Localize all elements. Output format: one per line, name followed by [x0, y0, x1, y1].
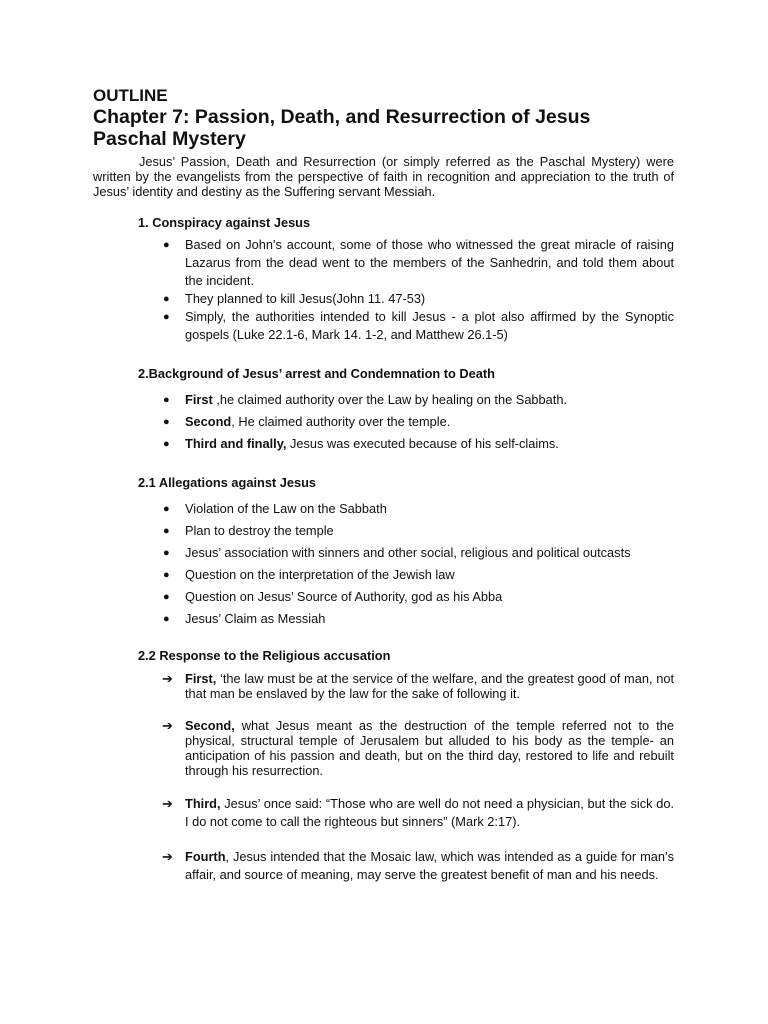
allegations-list [93, 500, 674, 628]
arrow-icon: ➔ [162, 796, 173, 811]
list-item: ● Third and finally, Jesus was executed because of his self-claims. [163, 436, 559, 451]
section-heading-conspiracy: 1. Conspiracy against Jesus [138, 215, 311, 230]
list-item: ● Question on Jesus’ Source of Authority, god as his Abba [163, 589, 503, 604]
list-item: ➔ First, ‘the law must be at the service of the welfare, and the greatest good of man, not that man be enslaved by the law for the sake of following it. [162, 671, 674, 701]
list-item: ➔ Fourth, Jesus intended that the Mosaic law, which was intended as a guide for man’s affair, and source of meaning, may serve the greatest benefit of man and his needs. [162, 849, 674, 882]
list-item: ➔ Second, what Jesus meant as the destruction of the temple referred not to the physical, structural temple of Jerusalem but alluded to his body as the temple- an anticipation of his passion and death, but on the third day, restored to life and rebuilt through his resurrection. [162, 718, 674, 778]
conspiracy-list [93, 236, 674, 344]
bullet-icon: ● [163, 613, 170, 625]
list-item: ● Jesus’ Claim as Messiah [163, 611, 326, 626]
list-item: ● Jesus’ association with sinners and other social, religious and political outcasts [163, 545, 631, 560]
list-item: ● Second, He claimed authority over the temple. [163, 414, 451, 429]
bullet-icon: ● [163, 311, 170, 323]
list-item: ➔ Third, Jesus’ once said: “Those who are well do not need a physician, but the sick do. I do not come to call the righteous but sinners” (Mark 2:17). [162, 796, 674, 829]
list-item: ● They planned to kill Jesus(John 11. 47-53) [163, 291, 426, 306]
bullet-icon: ● [163, 416, 170, 428]
bullet-icon: ● [163, 239, 170, 251]
bullet-icon: ● [163, 293, 170, 305]
bullet-icon: ● [163, 569, 170, 581]
background-list [93, 391, 674, 453]
response-list [93, 671, 674, 884]
bullet-icon: ● [163, 503, 170, 515]
intro-paragraph: Jesus’ Passion, Death and Resurrection (or simply referred as the Paschal Mystery) were written by the evangelists from the perspective of faith in recognition and appreciation to the truth of Jesus’ identity and destiny as the Suffering servant Messiah. [93, 154, 674, 199]
list-item: ● Question on the interpretation of the Jewish law [163, 567, 455, 582]
bullet-icon: ● [163, 591, 170, 603]
outline-label: OUTLINE [93, 86, 168, 105]
chapter-title: Chapter 7: Passion, Death, and Resurrection of Jesus [93, 106, 591, 128]
section-heading-allegations: 2.1 Allegations against Jesus [138, 475, 317, 490]
arrow-icon: ➔ [162, 718, 173, 733]
section-heading-background: 2.Background of Jesus’ arrest and Condemnation to Death [138, 366, 495, 381]
arrow-icon: ➔ [162, 849, 173, 864]
bullet-icon: ● [163, 438, 170, 450]
section-heading-response: 2.2 Response to the Religious accusation [138, 648, 391, 663]
list-item: ● Plan to destroy the temple [163, 523, 334, 538]
list-item: ● Simply, the authorities intended to kill Jesus - a plot also affirmed by the Synoptic gospels (Luke 22.1-6, Mark 14. 1-2, and Matthew 26.1-5) [163, 309, 674, 342]
list-item: ● Based on John's account, some of those who witnessed the great miracle of raising Lazarus from the dead went to the members of the Sanhedrin, and told them about the incident. [163, 237, 674, 288]
document-page [93, 86, 674, 884]
bullet-icon: ● [163, 394, 170, 406]
list-item: ● Violation of the Law on the Sabbath [163, 501, 387, 516]
arrow-icon: ➔ [162, 671, 173, 686]
chapter-subtitle: Paschal Mystery [93, 128, 246, 150]
list-item: ● First ,he claimed authority over the Law by healing on the Sabbath. [163, 392, 568, 407]
bullet-icon: ● [163, 547, 170, 559]
bullet-icon: ● [163, 525, 170, 537]
